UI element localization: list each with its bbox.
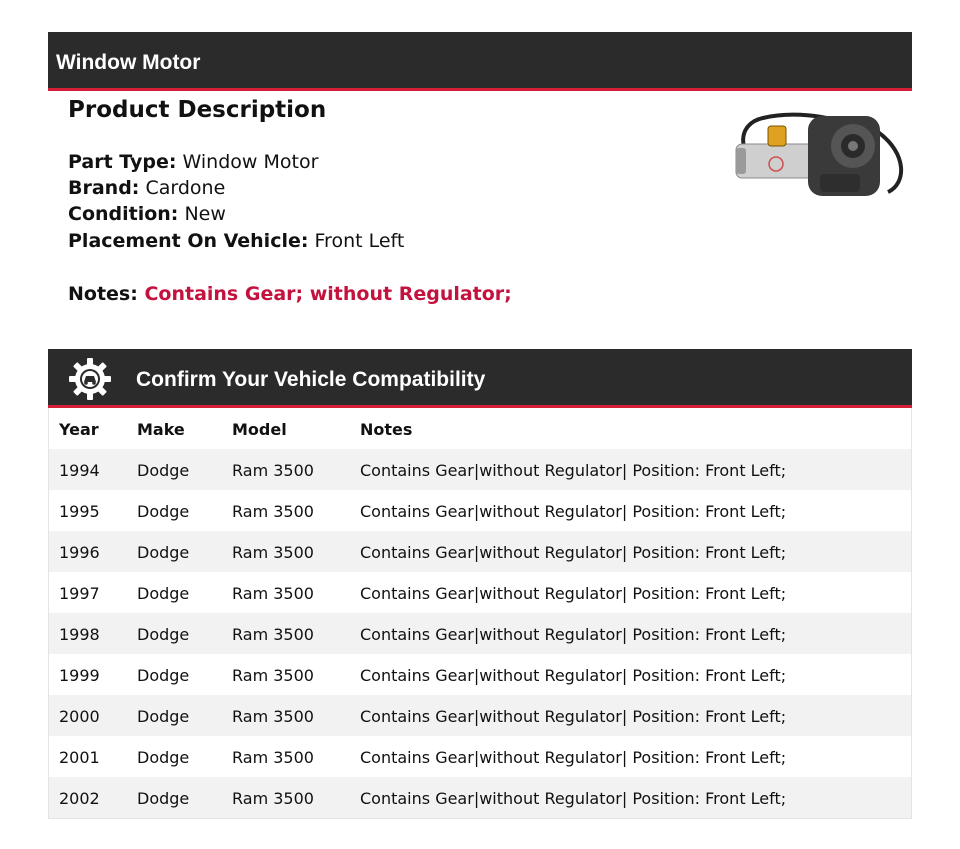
cell-year: 2001: [59, 748, 100, 767]
table-row: [49, 531, 911, 572]
spec-label: Placement On Vehicle:: [68, 230, 309, 252]
cell-make: Dodge: [137, 584, 190, 603]
cell-notes: Contains Gear|without Regulator| Position: Front Left;: [360, 748, 787, 767]
cell-model: Ram 3500: [232, 625, 314, 644]
cell-make: Dodge: [137, 502, 190, 521]
spec-label: Brand:: [68, 177, 140, 199]
spec-label: Part Type:: [68, 151, 177, 173]
cell-year: 1995: [59, 502, 100, 521]
table-row: [49, 613, 911, 654]
spec-brand: [68, 177, 225, 199]
cell-year: 1999: [59, 666, 100, 685]
cell-make: Dodge: [137, 666, 190, 685]
cell-make: Dodge: [137, 748, 190, 767]
cell-notes: Contains Gear|without Regulator| Position: Front Left;: [360, 707, 787, 726]
cell-year: 2000: [59, 707, 100, 726]
spec-placement: [68, 230, 404, 252]
cell-year: 1998: [59, 625, 100, 644]
cell-make: Dodge: [137, 461, 190, 480]
cell-make: Dodge: [137, 789, 190, 808]
compatibility-title: Confirm Your Vehicle Compatibility: [136, 368, 486, 391]
notes-value: Contains Gear; without Regulator;: [144, 283, 512, 305]
table-row: [49, 490, 911, 531]
cell-notes: Contains Gear|without Regulator| Position: Front Left;: [360, 543, 787, 562]
table-header-row: [49, 408, 911, 449]
table-row: [49, 654, 911, 695]
spec-value: Front Left: [314, 230, 405, 252]
column-header-notes: Notes: [360, 420, 413, 439]
cell-notes: Contains Gear|without Regulator| Position: Front Left;: [360, 789, 787, 808]
cell-notes: Contains Gear|without Regulator| Position: Front Left;: [360, 461, 787, 480]
cell-model: Ram 3500: [232, 748, 314, 767]
window-motor-product-image: [728, 104, 908, 214]
product-notes: [68, 283, 512, 305]
table-row: [49, 777, 911, 818]
spec-value: New: [184, 203, 226, 225]
table-row: [49, 736, 911, 777]
cell-notes: Contains Gear|without Regulator| Position: Front Left;: [360, 666, 787, 685]
cell-model: Ram 3500: [232, 502, 314, 521]
cell-make: Dodge: [137, 543, 190, 562]
gear-car-icon: [68, 357, 112, 401]
column-header-year: Year: [59, 420, 99, 439]
compatibility-table: [48, 408, 912, 819]
spec-value: Cardone: [145, 177, 226, 199]
cell-notes: Contains Gear|without Regulator| Position: Front Left;: [360, 584, 787, 603]
cell-model: Ram 3500: [232, 666, 314, 685]
table-row: [49, 449, 911, 490]
notes-label: Notes:: [68, 283, 138, 305]
cell-model: Ram 3500: [232, 789, 314, 808]
cell-model: Ram 3500: [232, 584, 314, 603]
spec-value: Window Motor: [182, 151, 319, 173]
spec-part-type: [68, 151, 318, 173]
section-header-window-motor: [48, 32, 912, 91]
table-row: [49, 572, 911, 613]
cell-year: 1997: [59, 584, 100, 603]
column-header-make: Make: [137, 420, 185, 439]
table-row: [49, 695, 911, 736]
cell-model: Ram 3500: [232, 461, 314, 480]
section-header-compatibility: [48, 349, 912, 408]
cell-model: Ram 3500: [232, 707, 314, 726]
cell-make: Dodge: [137, 625, 190, 644]
product-description-heading: Product Description: [68, 97, 327, 123]
column-header-model: Model: [232, 420, 287, 439]
cell-notes: Contains Gear|without Regulator| Position: Front Left;: [360, 502, 787, 521]
cell-notes: Contains Gear|without Regulator| Position: Front Left;: [360, 625, 787, 644]
section-title: Window Motor: [56, 51, 201, 74]
cell-make: Dodge: [137, 707, 190, 726]
cell-year: 1996: [59, 543, 100, 562]
cell-year: 1994: [59, 461, 100, 480]
spec-condition: [68, 203, 226, 225]
cell-model: Ram 3500: [232, 543, 314, 562]
spec-label: Condition:: [68, 203, 179, 225]
cell-year: 2002: [59, 789, 100, 808]
